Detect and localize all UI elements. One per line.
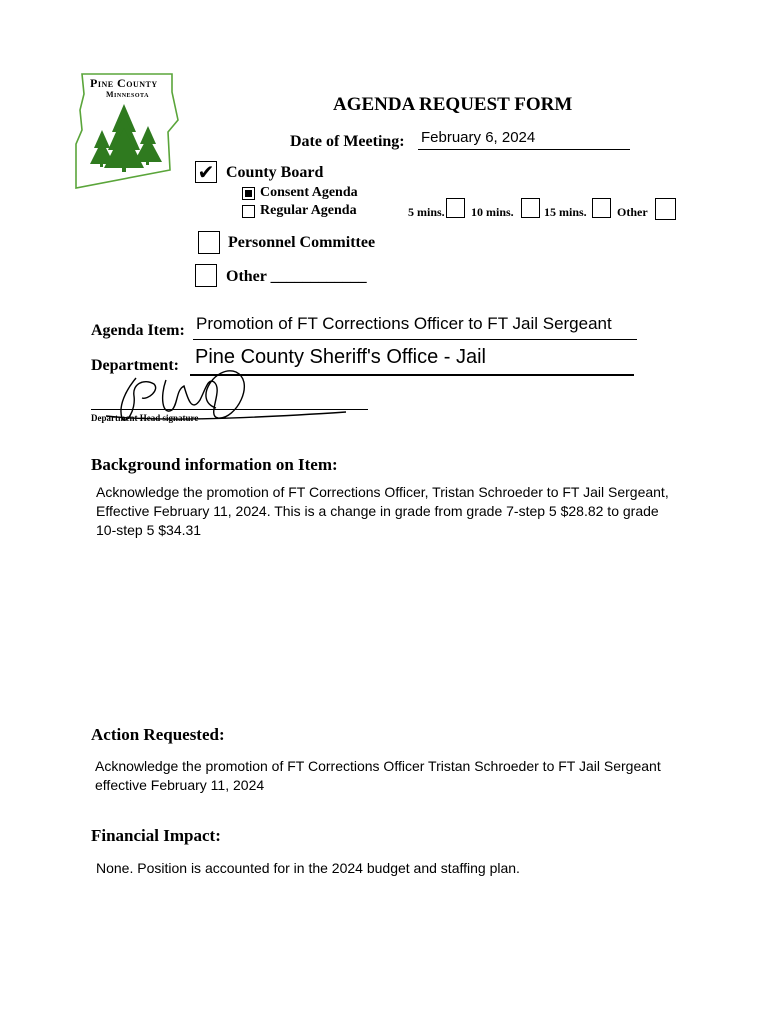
- other-label: Other ____________: [226, 268, 367, 285]
- other-checkbox[interactable]: [195, 264, 217, 287]
- date-label: Date of Meeting:: [290, 133, 405, 150]
- time-15-label: 15 mins.: [544, 205, 587, 219]
- personnel-committee-checkbox[interactable]: [198, 231, 220, 254]
- time-10-label: 10 mins.: [471, 205, 514, 219]
- date-underline: [418, 149, 630, 150]
- county-board-checkbox[interactable]: [195, 161, 217, 183]
- agenda-item-underline: [193, 339, 637, 340]
- department-field[interactable]: Pine County Sheriff's Office - Jail: [195, 346, 486, 368]
- action-text-line-1: Acknowledge the promotion of FT Corrections Officer Tristan Schroeder to FT Jail Sergeant: [95, 758, 661, 774]
- financial-text: None. Position is accounted for in the 2024 budget and staffing plan.: [96, 860, 520, 876]
- time-10-checkbox[interactable]: [521, 198, 540, 218]
- financial-heading: Financial Impact:: [91, 826, 221, 845]
- background-text-line-1: Acknowledge the promotion of FT Corrections Officer, Tristan Schroeder to FT Jail Sergeant,: [96, 484, 669, 500]
- county-board-label: County Board: [226, 164, 324, 181]
- background-heading: Background information on Item:: [91, 455, 338, 474]
- date-field[interactable]: February 6, 2024: [421, 129, 536, 146]
- agenda-item-field[interactable]: Promotion of FT Corrections Officer to FT Jail Sergeant: [196, 314, 612, 333]
- consent-agenda-label: Consent Agenda: [260, 185, 358, 200]
- signature-caption: Department Head signature: [91, 413, 199, 423]
- personnel-committee-label: Personnel Committee: [228, 234, 376, 251]
- time-other-label: Other: [617, 205, 648, 219]
- regular-agenda-label: Regular Agenda: [260, 203, 357, 218]
- time-5-checkbox[interactable]: [446, 198, 465, 218]
- time-other-checkbox[interactable]: [655, 198, 676, 220]
- form-title: AGENDA REQUEST FORM: [333, 94, 573, 115]
- department-label: Department:: [91, 357, 179, 374]
- action-heading: Action Requested:: [91, 725, 225, 744]
- time-5-label: 5 mins.: [408, 205, 445, 219]
- pine-trees-icon: [90, 104, 162, 172]
- logo-state-name: Minnesota: [106, 90, 149, 99]
- county-logo: [72, 70, 182, 192]
- action-text-line-2: effective February 11, 2024: [95, 777, 265, 793]
- agenda-item-label: Agenda Item:: [91, 322, 185, 339]
- signature-line: [91, 409, 368, 410]
- checkmark-icon: ✔: [197, 160, 215, 184]
- consent-agenda-checkbox[interactable]: [242, 187, 255, 200]
- regular-agenda-checkbox[interactable]: [242, 205, 255, 218]
- background-text-line-3: 10-step 5 $34.31: [96, 522, 202, 538]
- background-text-line-2: Effective February 11, 2024. This is a change in grade from grade 7-step 5 $28.82 to grade: [96, 503, 659, 519]
- logo-county-name: Pine County: [90, 76, 158, 90]
- time-15-checkbox[interactable]: [592, 198, 611, 218]
